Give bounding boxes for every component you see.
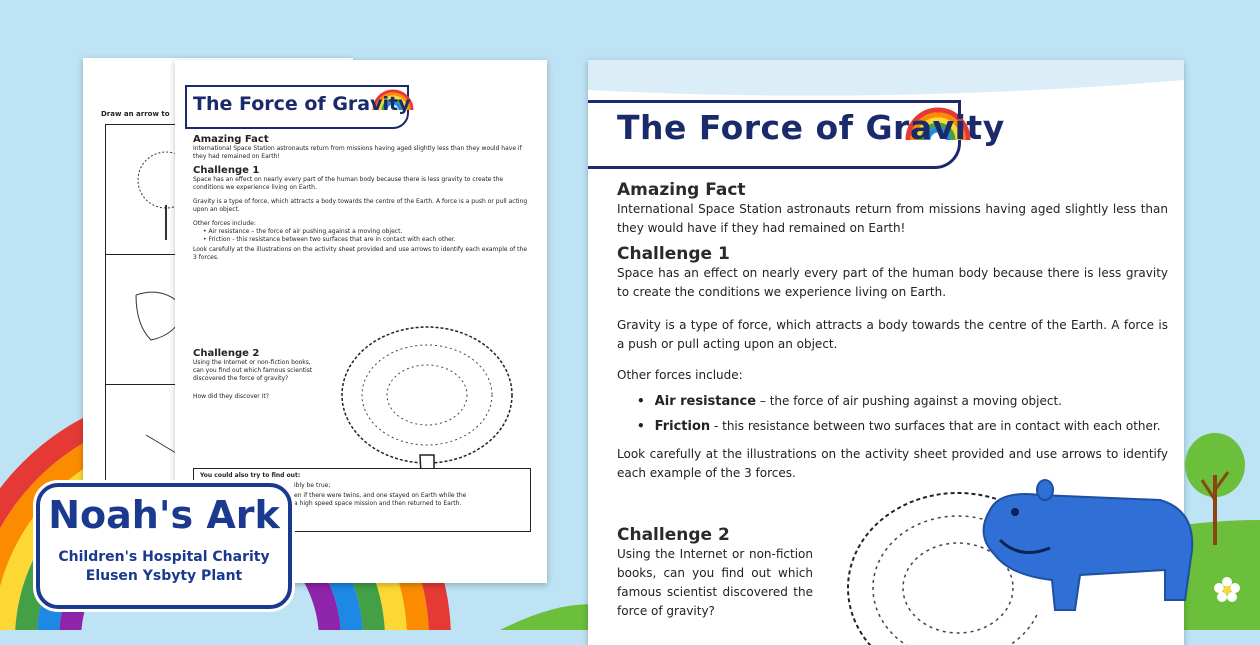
- other-forces-label: Other forces include:: [193, 220, 256, 227]
- challenge1-heading: Challenge 1: [193, 165, 260, 176]
- small-tree-icon: [1180, 430, 1250, 550]
- page-title-main: The Force of Gravity: [617, 108, 1005, 147]
- other-forces-label-main: Other forces include:: [617, 368, 743, 382]
- term-friction-main: Friction: [654, 419, 711, 434]
- page-title: The Force of Gravity: [193, 93, 411, 115]
- friction-text-main: - this resistance between two surfaces that are in contact with each other.: [710, 419, 1161, 433]
- air-resistance-text-main: – the force of air pushing against a moving object.: [756, 394, 1062, 408]
- air-resistance-text: – the force of air pushing against a moving object.: [249, 228, 403, 235]
- amazing-fact-text: International Space Station astronauts return from missions having aged slightly less than they would have if they had remained on Earth!: [193, 145, 522, 160]
- amazing-fact-heading-main: Amazing Fact: [617, 180, 746, 200]
- challenge1-text-2: Gravity is a type of force, which attracts a body towards the centre of the Earth. A force is a push or pull acting upon an object.: [193, 198, 528, 213]
- back-sheet-instruction: Draw an arrow to: [101, 110, 170, 118]
- amazing-fact-heading: Amazing Fact: [193, 134, 269, 145]
- bullet-air-resistance-main: [637, 389, 1168, 414]
- extension-line-3: en if there were twins, and one stayed on Earth while the: [294, 492, 467, 499]
- look-carefully-text: Look carefully at the illustrations on the activity sheet provided and use arrows to identify each example of the 3 forces.: [193, 246, 528, 261]
- challenge1-text-2-main: Gravity is a type of force, which attracts a body towards the centre of the Earth. A force is a push or pull acting upon an object.: [617, 318, 1168, 351]
- term-air-resistance: Air resistance: [208, 228, 250, 235]
- logo-name: Noah's Ark: [48, 493, 280, 537]
- challenge1-text-1-main: Space has an effect on nearly every part of the human body because there is less gravity to create the conditions we experience living on Earth.: [617, 266, 1168, 299]
- challenge2-text: Using the Internet or non-fiction books, can you find out which famous scientist discovered the force of gravity?: [193, 359, 313, 382]
- term-air-resistance-main: Air resistance: [654, 394, 757, 409]
- extension-line-2: ibly be true;: [294, 482, 331, 489]
- challenge2-block-main: [617, 525, 813, 621]
- friction-text: - this resistance between two surfaces that are in contact with each other.: [230, 236, 456, 243]
- challenge2-heading-main: Challenge 2: [617, 525, 730, 545]
- challenge2-block: [193, 348, 313, 401]
- challenge2-heading: Challenge 2: [193, 348, 260, 359]
- challenge1-heading-main: Challenge 1: [617, 244, 730, 264]
- logo-line-1: Children's Hospital Charity: [58, 549, 270, 565]
- flower-icon: [1212, 575, 1242, 605]
- challenge2-text-main: Using the Internet or non-fiction books, can you find out which famous scientist discovered the force of gravity?: [617, 547, 813, 618]
- bullet-friction: • Friction - this resistance between two surfaces that are in contact with each other.: [203, 236, 456, 243]
- extension-line-1: You could also try to find out:: [200, 472, 301, 479]
- logo-line-2: Elusen Ysbyty Plant: [85, 568, 243, 584]
- how-text: How did they discover it?: [193, 393, 269, 400]
- challenge1-text-1: Space has an effect on nearly every part of the human body because there is less gravity to create the conditions we experience living on Earth.: [193, 176, 504, 191]
- extension-line-4: a high speed space mission and then returned to Earth.: [294, 500, 462, 507]
- bullet-air-resistance: • Air resistance – the force of air pushing against a moving object.: [203, 228, 403, 235]
- term-friction: Friction: [208, 236, 231, 243]
- look-carefully-text-main: Look carefully at the illustrations on the activity sheet provided and use arrows to identify each example of the 3 forces.: [617, 447, 1168, 480]
- info-body: [193, 134, 529, 262]
- amazing-fact-text-main: International Space Station astronauts return from missions having aged slightly less than they would have if they had remained on Earth!: [617, 202, 1168, 235]
- noahs-ark-logo: [36, 483, 292, 609]
